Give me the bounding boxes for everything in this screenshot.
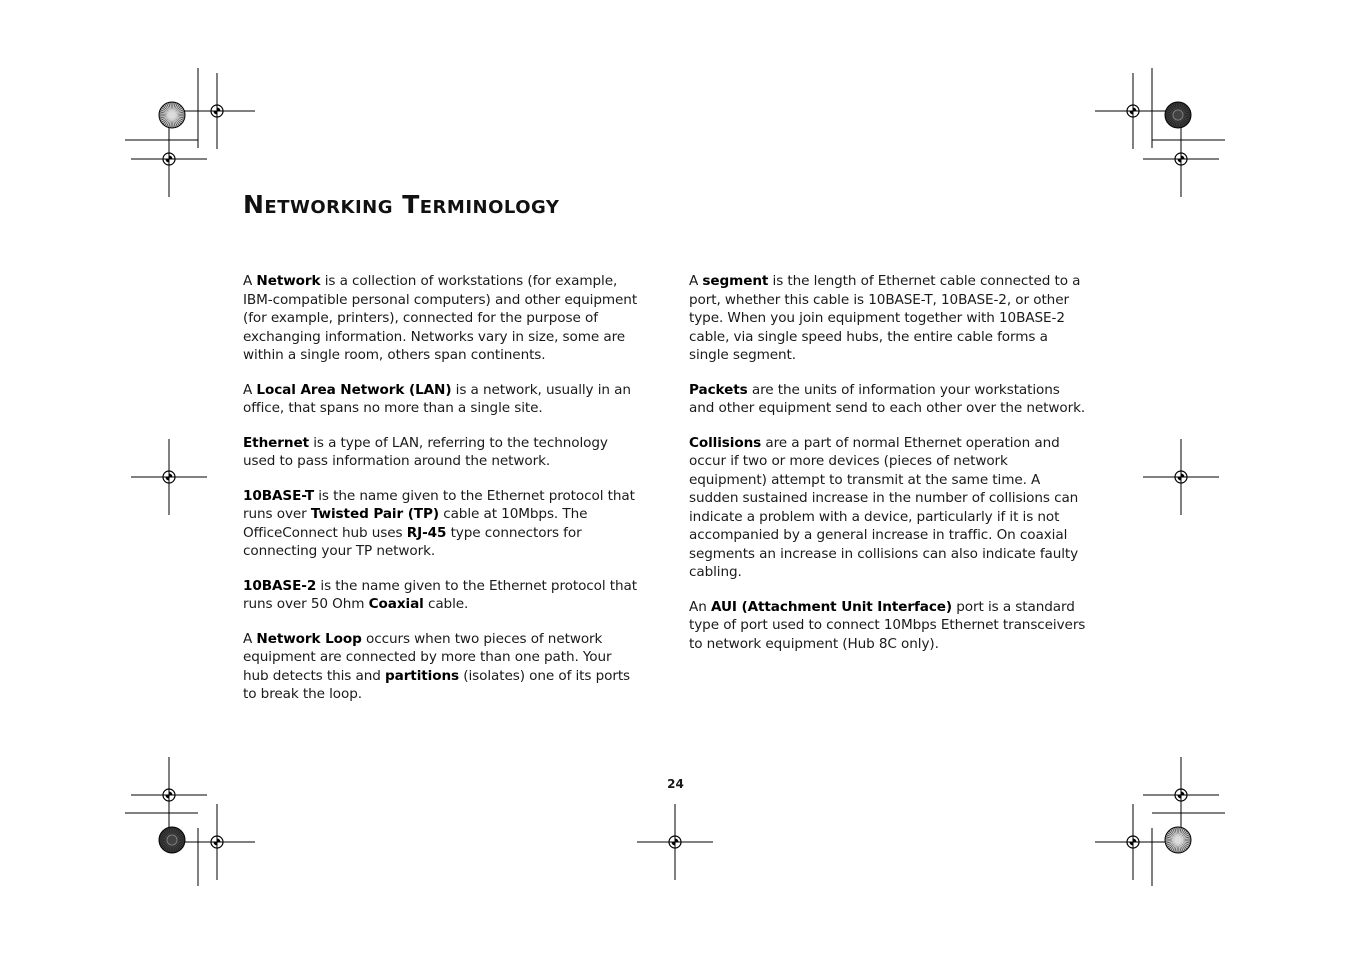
term-paragraph — [243, 630, 641, 704]
term-text: is the name given to the Ethernet protocol that runs over — [243, 487, 635, 522]
left-column — [243, 272, 641, 720]
term-text: cable. — [423, 596, 469, 612]
registration-mark-icon — [637, 804, 713, 880]
term-keyword: Ethernet — [243, 434, 309, 451]
term-keyword: Collisions — [689, 434, 762, 451]
term-text: A — [689, 273, 703, 289]
term-keyword: Packets — [689, 381, 748, 398]
term-paragraph — [243, 381, 641, 418]
registration-mark-icon — [1143, 121, 1219, 197]
term-keyword: 10BASE-2 — [243, 577, 317, 594]
term-text: are the units of information your workstations and other equipment send to each other over the network. — [689, 381, 1086, 416]
color-wheel-icon — [1165, 827, 1191, 853]
right-column — [689, 272, 1087, 669]
term-text: is a collection of workstations (for example, IBM-compatible personal computers) and other equipment (for example, printers), connected for the purpose of exchanging information. Networks vary in size, some are within a single room, others span continents. — [243, 273, 638, 363]
registration-mark-icon — [179, 73, 255, 149]
color-wheel-icon — [159, 102, 185, 128]
registration-mark-icon — [131, 439, 207, 515]
color-wheel-icon — [1165, 102, 1191, 128]
term-paragraph — [689, 381, 1087, 418]
term-text: An — [689, 598, 711, 615]
term-text: type connectors for connecting your TP network. — [243, 524, 582, 559]
term-text: is a network, usually in an office, that spans no more than a single site. — [243, 381, 631, 416]
term-paragraph — [689, 272, 1087, 365]
registration-mark-icon — [1143, 439, 1219, 515]
term-text: (isolates) one of its ports to break the loop. — [243, 667, 631, 702]
term-keyword: Network — [256, 273, 321, 289]
term-keyword: partitions — [385, 667, 460, 684]
registration-mark-icon — [1143, 757, 1219, 833]
term-text: A — [243, 630, 257, 647]
registration-mark-icon — [1095, 73, 1171, 149]
term-text: A — [243, 381, 257, 398]
term-keyword: Coaxial — [368, 596, 424, 612]
registration-mark-icon — [179, 804, 255, 880]
term-keyword: Twisted Pair (TP) — [310, 506, 439, 522]
term-text: occurs when two pieces of network equipment are connected by more than one path. Your hub detects this and — [243, 630, 612, 684]
term-paragraph — [689, 434, 1087, 582]
term-keyword: Local Area Network (LAN) — [256, 381, 452, 398]
term-text: cable at 10Mbps. The OfficeConnect hub uses — [243, 506, 588, 541]
term-paragraph — [243, 434, 641, 471]
term-text: is a type of LAN, referring to the technology used to pass information around the network. — [243, 434, 608, 469]
term-paragraph — [243, 272, 641, 365]
color-wheel-icon — [159, 827, 185, 853]
term-keyword: 10BASE-T — [243, 487, 314, 504]
term-keyword: RJ-45 — [406, 524, 447, 541]
registration-mark-icon — [1095, 804, 1171, 880]
term-keyword: Network Loop — [256, 630, 362, 647]
term-keyword: AUI (Attachment Unit Interface) — [710, 598, 953, 615]
term-text: A — [243, 273, 257, 289]
term-text: is the length of Ethernet cable connected to a port, whether this cable is 10BASE-T, 10BASE-2, or other type. When you join equipment together with 10BASE-2 cable, via single speed hubs, the entire cable forms a single segment. — [689, 273, 1081, 363]
registration-mark-icon — [131, 757, 207, 833]
term-text: is the name given to the Ethernet protocol that runs over 50 Ohm — [243, 577, 637, 612]
registration-mark-icon — [131, 121, 207, 197]
term-paragraph — [689, 598, 1087, 654]
term-text: are a part of normal Ethernet operation and occur if two or more devices (pieces of network equipment) attempt to transmit at the same time. A sudden sustained increase in the number of collisions can indicate a problem with a device, particularly if it is not accompanied by a general increase in traffic. On coaxial segments an increase in collisions can also indicate faulty cabling. — [689, 434, 1079, 580]
term-text: port is a standard type of port used to connect 10Mbps Ethernet transceivers to network equipment (Hub 8C only). — [689, 598, 1086, 652]
page-title: Networking Terminology — [243, 190, 560, 219]
term-paragraph — [243, 487, 641, 561]
term-paragraph — [243, 577, 641, 614]
page-number: 24 — [667, 777, 684, 791]
term-keyword: segment — [702, 273, 769, 289]
